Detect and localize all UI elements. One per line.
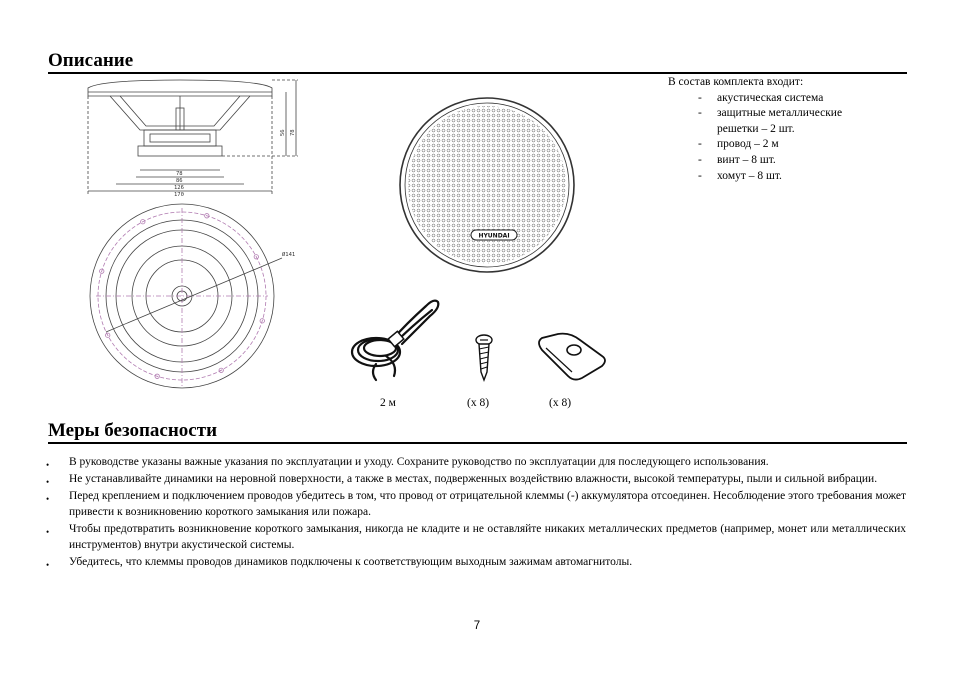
screw-icon xyxy=(474,334,494,382)
kit-item: - акустическая система xyxy=(698,91,824,104)
safety-item: • Не устанавливайте динамики на неровной поверхности, а также в местах, подверженных воздействию влажности, высокой температуры, пыли и сильной вибрации. xyxy=(44,471,906,487)
page-number: 7 xyxy=(473,620,481,632)
clip-icon xyxy=(532,326,612,384)
speaker-grille-drawing xyxy=(396,98,578,273)
description-heading: Описание xyxy=(48,50,134,71)
screw-caption: (x 8) xyxy=(467,397,490,409)
kit-item: - винт – 8 шт. xyxy=(698,153,776,166)
wire-bundle-icon xyxy=(346,294,452,382)
dim-78: 78 xyxy=(176,171,183,177)
grille-brand-label: HYUNDAI xyxy=(478,232,510,240)
wire-caption: 2 м xyxy=(380,397,396,409)
kit-list xyxy=(668,91,842,185)
speaker-side-drawing xyxy=(80,78,310,204)
safety-item: • Перед креплением и подключением проводов убедитесь в том, что провод от отрицательной клеммы (-) аккумулятора отсоединен. Несоблюдение этого требования может привести к возникновению короткого замыкания или пожара. xyxy=(46,490,906,518)
bullet-icon: • xyxy=(46,560,50,570)
kit-title: В состав комплекта входит: xyxy=(668,76,804,88)
safety-heading: Меры безопасности xyxy=(48,420,218,441)
bullet-icon: • xyxy=(46,460,50,470)
dim-h56: 56 xyxy=(280,129,286,136)
dim-86: 86 xyxy=(176,178,183,184)
kit-item: - провод – 2 м xyxy=(698,138,779,151)
safety-list xyxy=(44,454,906,571)
safety-item: • В руководстве указаны важные указания по эксплуатации и уходу. Сохраните руководство по эксплуатации для последующего использования. xyxy=(44,454,906,470)
kit-item: - хомут – 8 шт. xyxy=(698,169,782,182)
kit-contents xyxy=(668,75,842,184)
safety-item: • Убедитесь, что клеммы проводов динамиков подключены к соответствующим выходным зажимам автомагнитолы. xyxy=(44,554,906,570)
dim-126: 126 xyxy=(174,185,184,191)
clip-caption: (x 8) xyxy=(549,397,572,409)
bullet-icon: • xyxy=(46,527,50,537)
safety-item: • Чтобы предотвратить возникновение короткого замыкания, никогда не кладите и не оставляйте никаких металлических предметов (например, монет или металлических инструментов) внутри акустической системы. xyxy=(46,523,906,551)
dim-170: 170 xyxy=(174,192,184,198)
bullet-icon: • xyxy=(46,477,50,487)
safety-rule xyxy=(48,442,907,444)
kit-item: - защитные металлические решетки – 2 шт. xyxy=(698,107,843,135)
dim-diameter: Ø141 xyxy=(282,252,296,258)
speaker-front-drawing xyxy=(86,202,296,398)
heading-rule xyxy=(48,72,907,74)
dim-h78: 78 xyxy=(290,129,296,136)
bullet-icon: • xyxy=(46,494,50,504)
